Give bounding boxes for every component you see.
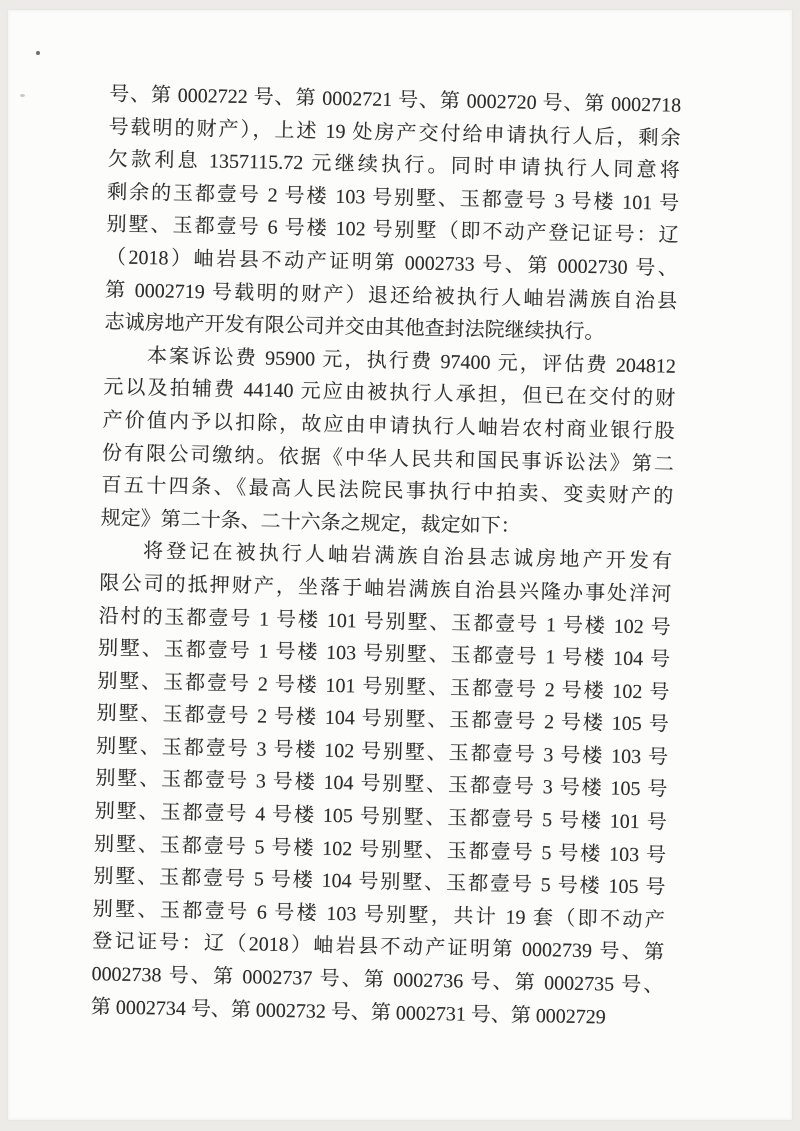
text-line: 别墅、玉都壹号 3 号楼 102 号别墅、玉都壹号 3 号楼 103 号	[95, 735, 669, 769]
scan-speck	[20, 94, 25, 97]
text-line: 号载明的财产），上述 19 处房产交付给申请执行人后，剩余	[108, 115, 681, 150]
text-line: 别墅、玉都壹号 6 号楼 103 号别墅，共计 19 套（即不动产	[92, 898, 665, 932]
text-line: 别墅、玉都壹号 2 号楼 101 号别墅、玉都壹号 2 号楼 102 号	[97, 669, 670, 704]
text-line: 登记证号：辽（2018）岫岩县不动产证明第 0002739 号、第	[91, 930, 665, 965]
text-line: 号、第 0002722 号、第 0002721 号、第 0002720 号、第 0002718	[109, 83, 682, 117]
text-line: 第 0002734 号、第 0002732 号、第 0002731 号、第 0002729	[90, 995, 607, 1029]
text-line: 限公司的抵押财产，坐落于岫岩满族自治县兴隆办事处洋河	[99, 572, 672, 606]
text-line: 将登记在被执行人岫岩满族自治县志诚房地产开发有	[142, 540, 673, 574]
document-body-text	[91, 78, 682, 1035]
text-line: 0002738 号、第 0002737 号、第 0002736 号、第 0002735 号、	[91, 963, 664, 997]
text-line: 剩余的玉都壹号 2 号楼 103 号别墅、玉都壹号 3 号楼 101 号	[107, 181, 680, 215]
text-line: 沿村的玉都壹号 1 号楼 101 号别墅、玉都壹号 1 号楼 102 号	[98, 604, 671, 639]
text-line: 百五十四条、《最高人民法院民事执行中拍卖、变卖财产的	[101, 474, 674, 508]
text-line: 元以及拍辅费 44140 元应由被执行人承担，但已在交付的财	[103, 376, 676, 411]
text-line: 别墅、玉都壹号 3 号楼 104 号别墅、玉都壹号 3 号楼 105 号	[95, 767, 668, 802]
text-line: 欠款利息 1357115.72 元继续执行。同时申请执行人同意将	[107, 148, 681, 183]
text-line: 产价值内予以扣除，故应由申请执行人岫岩农村商业银行股	[102, 409, 675, 443]
text-line: 别墅、玉都壹号 2 号楼 104 号别墅、玉都壹号 2 号楼 105 号	[96, 702, 669, 736]
text-line: 别墅、玉都壹号 5 号楼 104 号别墅、玉都壹号 5 号楼 105 号	[93, 865, 666, 899]
text-line: 份有限公司缴纳。依据《中华人民共和国民事诉讼法》第二	[101, 441, 675, 476]
text-line: 第 0002719 号载明的财产）退还给被执行人岫岩满族自治县	[105, 278, 678, 313]
scan-speck	[36, 51, 40, 55]
text-line: 别墅、玉都壹号 5 号楼 102 号别墅、玉都壹号 5 号楼 103 号	[93, 832, 667, 867]
text-line: （2018）岫岩县不动产证明第 0002733 号、第 0002730 号、	[105, 246, 679, 280]
text-line: 规定》第二十条、二十六条之规定，裁定如下：	[100, 506, 521, 538]
text-line: 志诚房地产开发有限公司并交由其他查封法院继续执行。	[104, 311, 605, 344]
text-line: 别墅、玉都壹号 4 号楼 105 号别墅、玉都壹号 5 号楼 101 号	[94, 800, 667, 834]
text-line: 别墅、玉都壹号 1 号楼 103 号别墅、玉都壹号 1 号楼 104 号	[97, 637, 671, 671]
text-line: 本案诉讼费 95900 元，执行费 97400 元，评估费 204812	[146, 344, 677, 378]
text-line: 别墅、玉都壹号 6 号楼 102 号别墅（即不动产登记证号：辽	[106, 213, 679, 248]
